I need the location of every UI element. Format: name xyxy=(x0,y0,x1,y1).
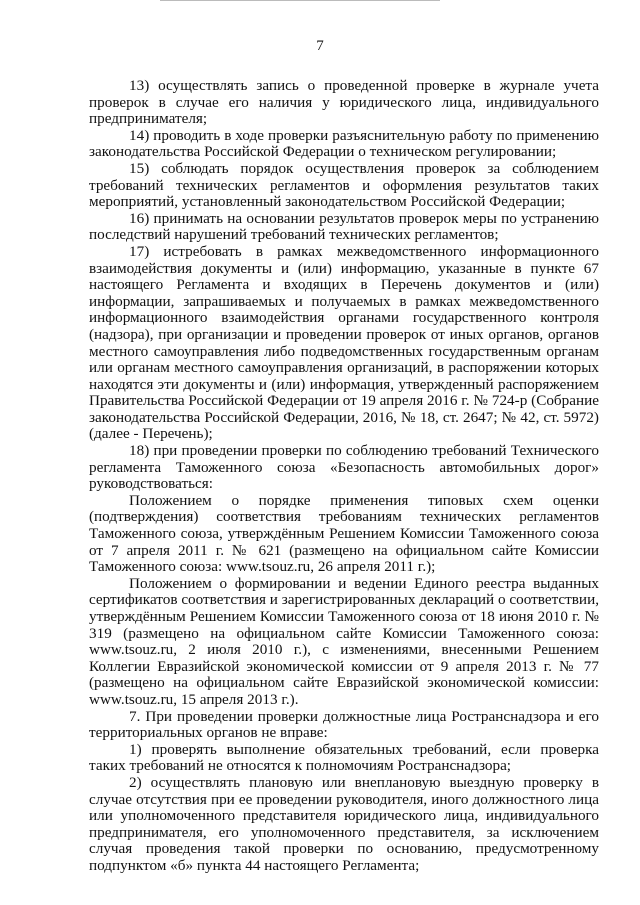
paragraph-item-17: 17) истребовать в рамках межведомственного информационного взаимодействия документы и (или) информацию, указанные в пункте 67 настоящего Регламента и входящих в Перечень документов и (или) информации, запрашиваемых и получаемых в рамках межведомственного информационного взаимодействия органами государственного контроля (надзора), при организации и проведении проверок от иных органов, органов местного самоуправления либо подведомственных государственным органам или органам местного самоуправления организаций, в распоряжении которых находятся эти документы и (или) информация, утвержденный распоряжением Правительства Российской Федерации от 19 апреля 2016 г. № 724-р (Собрание законодательства Российской Федерации, 2016, № 18, ст. 2647; № 42, ст. 5972) (далее - Перечень); xyxy=(89,242,599,443)
top-scan-rule xyxy=(160,0,440,1)
paragraph-item-18: 18) при проведении проверки по соблюдению требований Технического регламента Таможенного союза «Безопасность автомобильных дорог» руководствоваться: xyxy=(89,442,599,493)
paragraph-regulation-621: Положением о порядке применения типовых схем оценки (подтверждения) соответствия требованиям технических регламентов Таможенного союза, утверждённым Решением Комиссии Таможенного союза от 7 апреля 2011 г. № 621 (размещено на официальном сайте Комиссии Таможенного союза: www.tsouz.ru, 26 апреля 2011 г.); xyxy=(89,491,599,576)
paragraph-item-15: 15) соблюдать порядок осуществления проверок за соблюдением требований технических регламентов и оформления результатов таких мероприятий, установленный законодательством Российской Федерации; xyxy=(89,159,599,211)
paragraph-section-7: 7. При проведении проверки должностные лица Ространснадзора и его территориальных органов не вправе: xyxy=(89,707,599,742)
paragraph-item-16: 16) принимать на основании результатов проверок меры по устранению последствий нарушений требований технических регламентов; xyxy=(89,209,599,244)
paragraph-prohibition-1: 1) проверять выполнение обязательных требований, если проверка таких требований не относятся к полномочиям Ространснадзора; xyxy=(89,740,599,775)
document-body xyxy=(89,78,599,875)
paragraph-prohibition-2: 2) осуществлять плановую или внеплановую выездную проверку в случае отсутствия при ее проведении руководителя, иного должностного лица или уполномоченного представителя юридического лица, индивидуального предпринимателя, его уполномоченного представителя, за исключением случая проведения такой проверки по основанию, предусмотренному подпунктом «б» пункта 44 настоящего Регламента; xyxy=(89,773,599,874)
paragraph-item-14: 14) проводить в ходе проверки разъяснительную работу по применению законодательства Российской Федерации о техническом регулировании; xyxy=(89,126,599,161)
paragraph-regulation-319: Положением о формировании и ведении Единого реестра выданных сертификатов соответствия и зарегистрированных деклараций о соответствии, утверждённым Решением Комиссии Таможенного союза от 18 июня 2010 г. № 319 (размещено на официальном сайте Комиссии Таможенного союза: www.tsouz.ru, 2 июля 2010 г.), с изменениями, внесенными Решением Коллегии Евразийской экономической комиссии от 9 апреля 2013 г. № 77 (размещено на официальном сайте Евразийской экономической комиссии: www.tsouz.ru, 15 апреля 2013 г.). xyxy=(89,574,599,708)
paragraph-item-13: 13) осуществлять запись о проведенной проверке в журнале учета проверок в случае его наличия у юридического лица, индивидуального предпринимателя; xyxy=(89,77,599,128)
page-number: 7 xyxy=(316,38,324,54)
